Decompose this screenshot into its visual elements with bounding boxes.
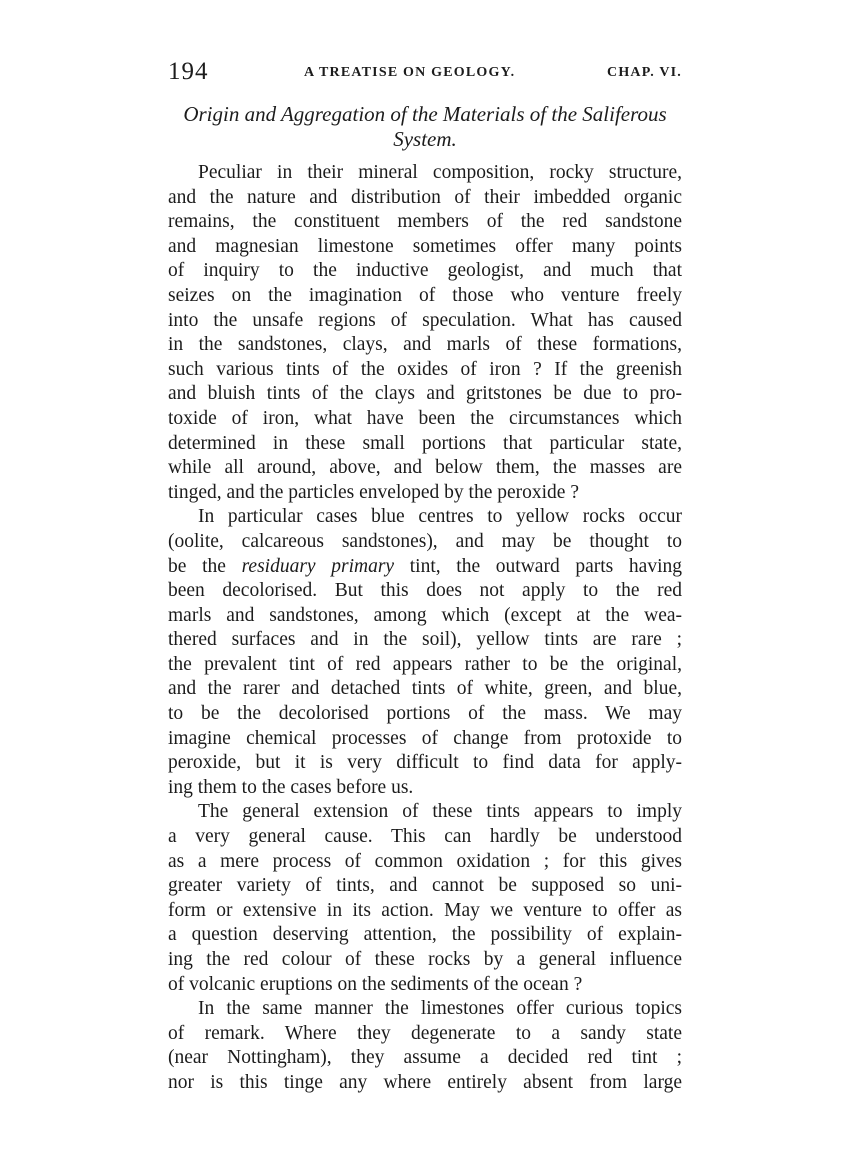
text-line: (near Nottingham), they assume a decided red tint ; (168, 1047, 682, 1069)
text-line: the prevalent tint of red appears rather to be the original, (168, 653, 682, 675)
text-line: seizes on the imagination of those who venture freely (168, 284, 682, 306)
text-line: nor is this tinge any where entirely absent from large (168, 1071, 682, 1093)
section-heading-line: Origin and Aggregation of the Materials of the Saliferous (183, 102, 667, 126)
text-line: peroxide, but it is very difficult to find data for apply- (168, 752, 682, 774)
text-line: and the rarer and detached tints of white, green, and blue, (168, 678, 682, 700)
text-line: and the nature and distribution of their imbedded organic (168, 186, 682, 208)
emphasized-term: residuary primary (241, 555, 395, 577)
text-line-with-emphasis (168, 555, 682, 580)
text-line: The general extension of these tints appears to imply (198, 801, 682, 823)
text-line: been decolorised. But this does not apply to the red (168, 580, 682, 602)
body-text (168, 161, 682, 1096)
text-line: a question deserving attention, the possibility of explain- (168, 924, 682, 946)
text-line: In the same manner the limestones offer curious topics (198, 998, 682, 1020)
text-line: such various tints of the oxides of iron ? If the greenish (168, 358, 682, 380)
text-line: determined in these small portions that particular state, (168, 432, 682, 454)
text-line: thered surfaces and in the soil), yellow tints are rare ; (168, 629, 682, 651)
text-line: imagine chemical processes of change from protoxide to (168, 727, 682, 749)
chapter-label: CHAP. VI. (607, 65, 682, 80)
paragraph-2 (168, 505, 682, 800)
text-line: toxide of iron, what have been the circumstances which (168, 407, 682, 429)
text-fragment: be the (168, 555, 242, 577)
text-line: ing them to the cases before us. (168, 776, 414, 798)
text-line: of volcanic eruptions on the sediments of the ocean ? (168, 973, 583, 995)
paragraph-3 (168, 800, 682, 997)
text-line: (oolite, calcareous sandstones), and may be thought to (168, 530, 682, 552)
text-line: Peculiar in their mineral composition, rocky structure, (198, 162, 682, 183)
book-title: A TREATISE ON GEOLOGY. (304, 65, 516, 80)
text-line: of inquiry to the inductive geologist, and much that (168, 260, 682, 282)
paragraph-1 (168, 161, 682, 505)
text-line: In particular cases blue centres to yellow rocks occur (198, 506, 682, 528)
text-line: form or extensive in its action. May we venture to offer as (168, 899, 682, 921)
paragraph-4 (168, 997, 682, 1095)
text-line: and magnesian limestone sometimes offer many points (168, 235, 682, 257)
text-line: greater variety of tints, and cannot be supposed so uni- (168, 875, 682, 897)
text-line: of remark. Where they degenerate to a sandy state (168, 1022, 682, 1044)
text-line: into the unsafe regions of speculation. What has caused (168, 309, 682, 331)
text-line: marls and sandstones, among which (except at the wea- (168, 604, 682, 626)
page-number: 194 (168, 58, 209, 85)
text-line: tinged, and the particles enveloped by the peroxide ? (168, 481, 579, 503)
text-line: in the sandstones, clays, and marls of these formations, (168, 334, 682, 356)
text-line: and bluish tints of the clays and gritstones be due to pro- (168, 383, 682, 405)
text-line: while all around, above, and below them, the masses are (168, 457, 682, 479)
text-line: remains, the constituent members of the red sandstone (168, 211, 682, 233)
running-head (168, 58, 682, 88)
text-line: ing the red colour of these rocks by a general influence (168, 949, 682, 970)
text-line: as a mere process of common oxidation ; for this gives (168, 850, 682, 872)
section-heading-line: System. (393, 126, 457, 151)
text-line: a very general cause. This can hardly be understood (168, 826, 682, 848)
section-heading (168, 103, 682, 152)
text-line: to be the decolorised portions of the mass. We may (168, 703, 682, 725)
text-fragment: tint, the outward parts having (394, 555, 683, 577)
